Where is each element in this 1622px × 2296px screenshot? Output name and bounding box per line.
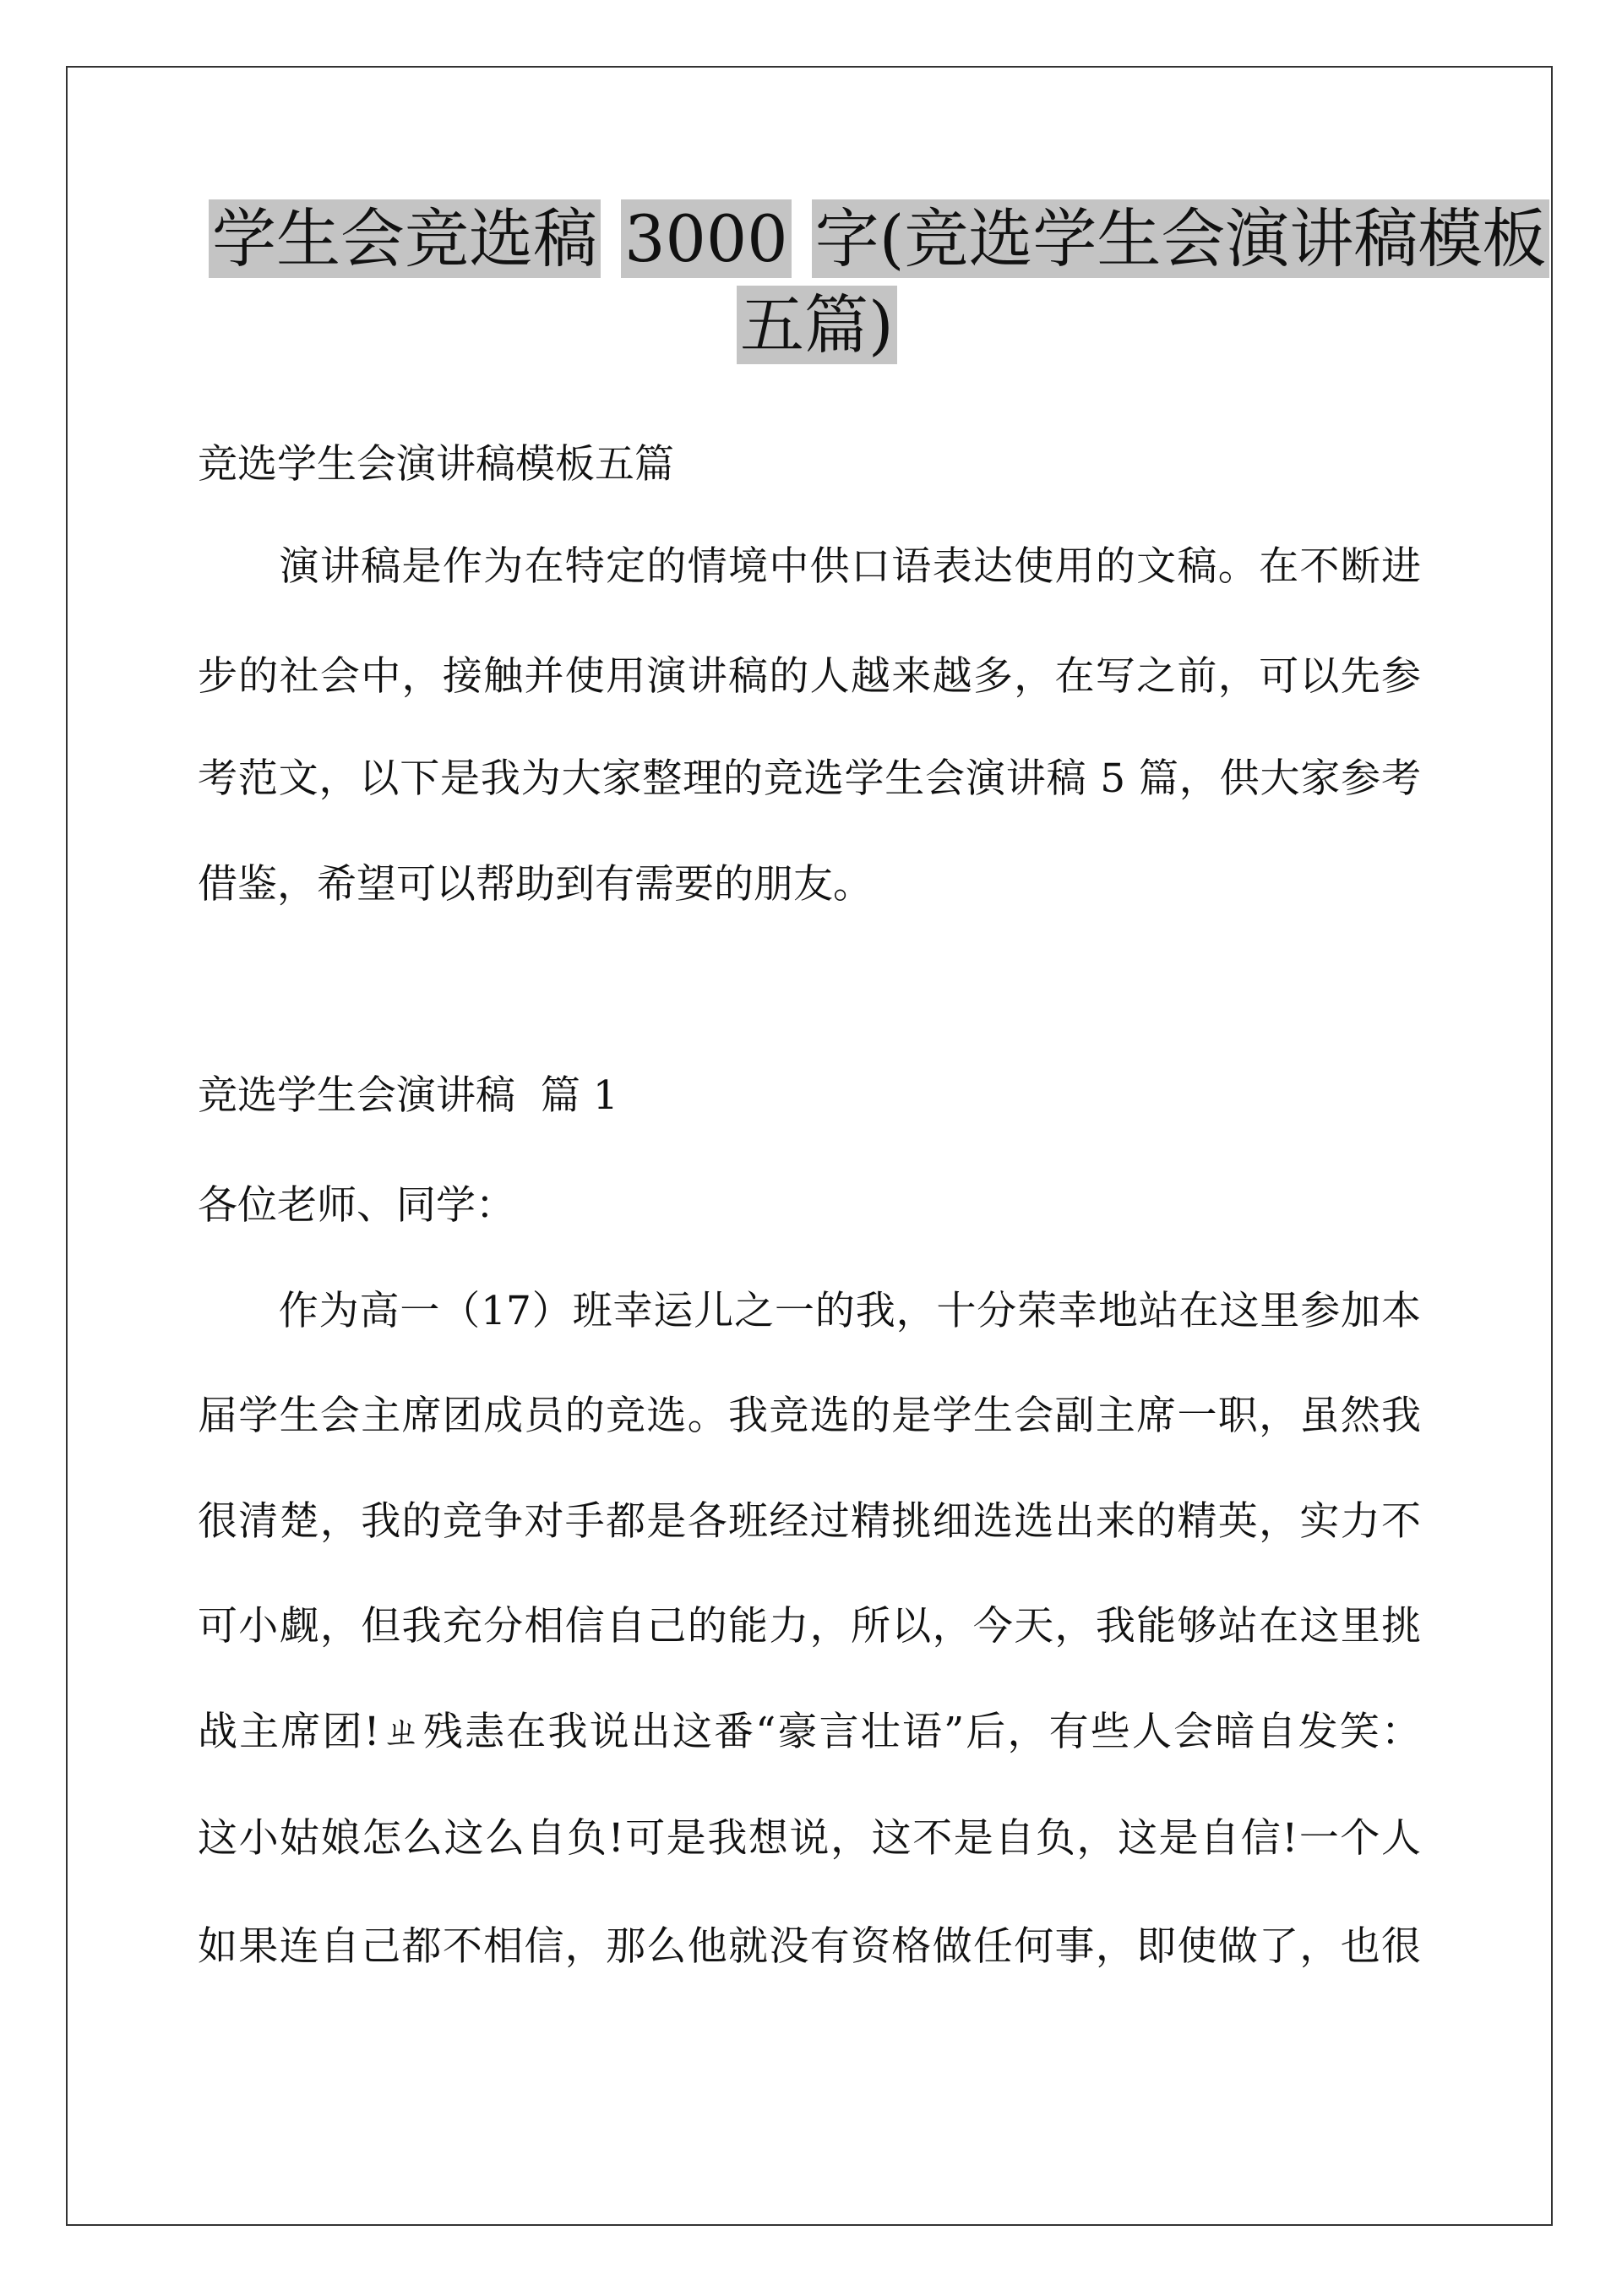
title-highlight: 3000 xyxy=(621,199,791,278)
salutation: 各位老师、同学： xyxy=(198,1182,515,1229)
title-highlight: 字(竞选学生会演讲稿模板 xyxy=(812,199,1550,278)
title-highlight: 学生会竞选稿 xyxy=(209,199,601,278)
body-line: 很清楚，我的竞争对手都是各班经过精挑细选选出来的精英，实力不 xyxy=(198,1498,1421,1545)
title-highlight: 五篇) xyxy=(737,286,897,364)
body-line: 可小觑，但我充分相信自己的能力，所以，今天，我能够站在这里挑 xyxy=(198,1603,1421,1650)
intro-line: 演讲稿是作为在特定的情境中供口语表达使用的文稿。在不断进 xyxy=(198,543,1421,590)
body-line: 作为高一（17）班幸运儿之一的我，十分荣幸地站在这里参加本 xyxy=(198,1288,1421,1334)
intro-line: 借鉴，希望可以帮助到有需要的朋友。 xyxy=(198,861,873,908)
intro-line: 考范文，以下是我为大家整理的竞选学生会演讲稿 5 篇，供大家参考 xyxy=(198,755,1421,802)
document-title-line-1 xyxy=(209,201,1549,277)
body-line: 这小姑娘怎么这么自负!可是我想说，这不是自负，这是自信!一个人 xyxy=(198,1815,1421,1862)
body-line: 届学生会主席团成员的竞选。我竞选的是学生会副主席一职，虽然我 xyxy=(198,1393,1421,1439)
document-title-line-2 xyxy=(737,287,897,363)
body-line: 如果连自己都不相信，那么他就没有资格做任何事，即使做了，也很 xyxy=(198,1923,1421,1970)
intro-line: 步的社会中，接触并使用演讲稿的人越来越多，在写之前，可以先参 xyxy=(198,653,1421,700)
section-heading: 竞选学生会演讲稿 篇 1 xyxy=(198,1072,618,1119)
subtitle: 竞选学生会演讲稿模板五篇 xyxy=(198,441,674,488)
page-border xyxy=(66,66,1553,2226)
body-line: 战主席团!ㄓ残恚在我说出这番“豪言壮语”后，有些人会暗自发笑： xyxy=(198,1709,1421,1755)
